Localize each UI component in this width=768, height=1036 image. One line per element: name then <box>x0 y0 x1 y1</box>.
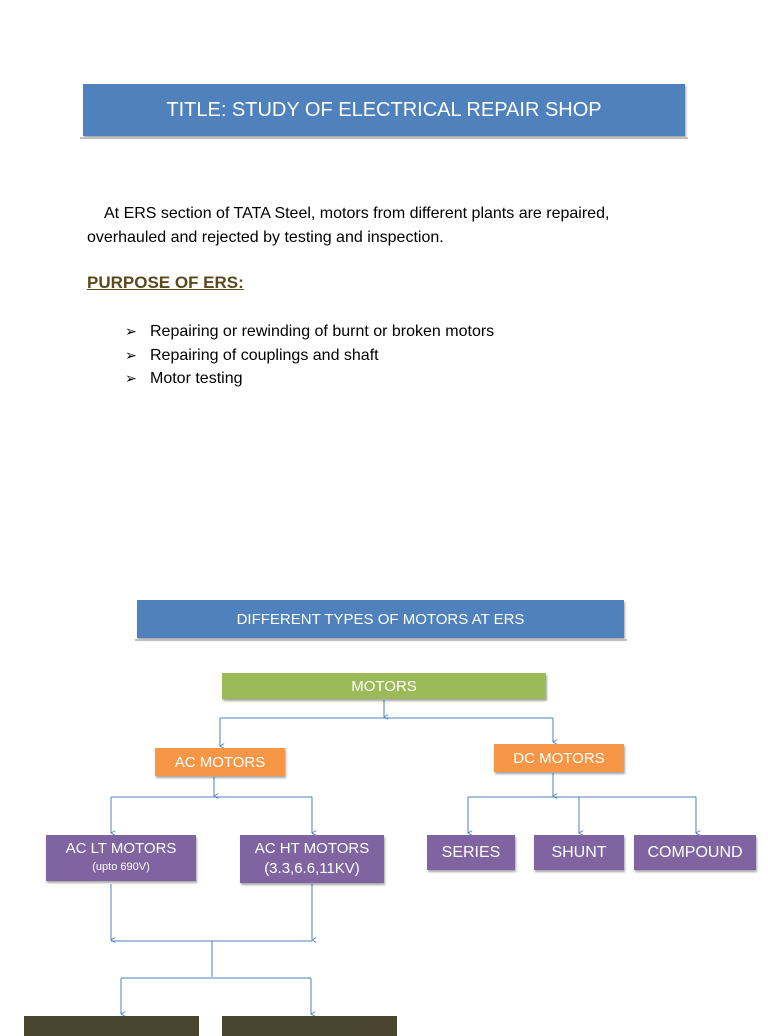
purpose-heading: PURPOSE OF ERS: <box>87 273 244 292</box>
cutoff-node-right <box>222 1016 397 1036</box>
intro-line-1: At ERS section of TATA Steel, motors from different plants are repaired, <box>104 205 610 222</box>
shunt-label: SHUNT <box>551 843 607 861</box>
ac-motors-node <box>155 748 285 776</box>
list-item-text: Motor testing <box>150 370 243 387</box>
series-label: SERIES <box>441 843 501 861</box>
shunt-node <box>534 835 624 870</box>
ac-lt-motors-node <box>46 835 196 881</box>
arrow-bullet-icon: ➢ <box>125 346 137 363</box>
list-item-text: Repairing of couplings and shaft <box>150 346 379 364</box>
motor-types-heading-text: DIFFERENT TYPES OF MOTORS AT ERS <box>236 610 525 628</box>
ac-lt-motors-label: AC LT MOTORS <box>65 840 177 857</box>
series-node <box>427 835 515 870</box>
ac-lt-motors-note: (upto 690V) <box>92 861 150 873</box>
list-item-text: Repairing or rewinding of burnt or broken motors <box>150 323 495 340</box>
heading-underline <box>135 639 627 641</box>
cutoff-node-left <box>24 1016 199 1036</box>
ac-motors-label: AC MOTORS <box>174 753 266 771</box>
motors-node <box>222 673 546 699</box>
ac-ht-motors-label: AC HT MOTORS <box>254 840 370 857</box>
dc-motors-node <box>494 744 624 772</box>
arrow-bullet-icon: ➢ <box>125 370 137 386</box>
dc-motors-label: DC MOTORS <box>513 749 605 767</box>
motors-node-label: MOTORS <box>351 677 417 695</box>
motor-types-heading <box>137 600 624 638</box>
intro-line-2: overhauled and rejected by testing and inspection. <box>87 229 444 246</box>
compound-label: COMPOUND <box>647 843 743 861</box>
arrow-bullet-icon: ➢ <box>125 323 137 339</box>
compound-node <box>634 835 756 870</box>
ac-ht-motors-note: (3.3,6.6,11KV) <box>264 860 360 877</box>
ac-ht-motors-node <box>240 835 384 883</box>
page-title: TITLE: STUDY OF ELECTRICAL REPAIR SHOP <box>166 98 602 121</box>
